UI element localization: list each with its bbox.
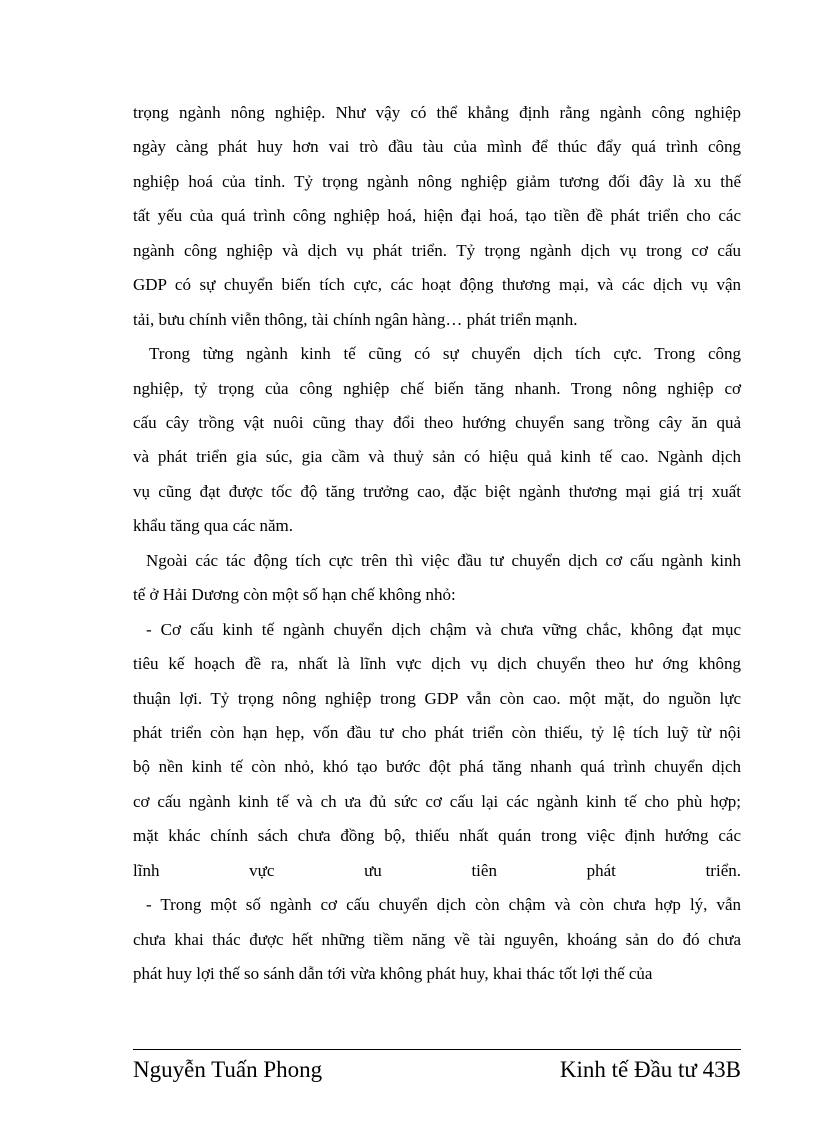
body-line: khẩu tăng qua các năm. <box>133 516 294 535</box>
body-line: ngày càng phát huy hơn vai trò đầu tàu của mình để thúc đẩy quá trình công <box>133 137 741 156</box>
body-line: cơ cấu ngành kinh tế và ch ưa đủ sức cơ cấu lại các ngành kinh tế cho phù hợp; <box>133 792 741 811</box>
bullet-line: - Cơ cấu kinh tế ngành chuyển dịch chậm và chưa vững chắc, không đạt mục <box>146 620 741 639</box>
body-line: mặt khác chính sách chưa đồng bộ, thiếu nhất quán trong việc định hướng các <box>133 826 741 845</box>
body-line: lĩnh vực ưu tiên phát triển. <box>133 861 741 880</box>
body-line: nghiệp, tỷ trọng của công nghiệp chế biến tăng nhanh. Trong nông nghiệp cơ <box>133 379 741 398</box>
body-line: nghiệp hoá của tỉnh. Tỷ trọng ngành nông nghiệp giảm tương đối đây là xu thế <box>133 172 741 191</box>
footer-author: Nguyễn Tuấn Phong <box>133 1057 323 1082</box>
body-line: thuận lợi. Tỷ trọng nông nghiệp trong GDP vẫn còn cao. một mặt, do nguồn lực <box>133 689 741 708</box>
body-line: vụ cũng đạt được tốc độ tăng trưởng cao, đặc biệt ngành thương mại giá trị xuất <box>133 482 741 501</box>
footer-divider <box>133 1049 741 1050</box>
body-line: chưa khai thác được hết những tiềm năng về tài nguyên, khoáng sản do đó chưa <box>133 930 741 949</box>
body-line: bộ nền kinh tế còn nhỏ, khó tạo bước đột phá tăng nhanh quá trình chuyển dịch <box>133 757 741 776</box>
body-line: tế ở Hải Dương còn một số hạn chế không nhỏ: <box>133 585 456 604</box>
body-line: và phát triển gia súc, gia cầm và thuỷ sản có hiệu quả kinh tế cao. Ngành dịch <box>133 447 741 466</box>
body-line: cấu cây trồng vật nuôi cũng thay đổi theo hướng chuyển sang trồng cây ăn quả <box>133 413 741 432</box>
body-line: GDP có sự chuyển biến tích cực, các hoạt động thương mại, và các dịch vụ vận <box>133 275 741 294</box>
body-line: phát huy lợi thế so sánh dẫn tới vừa không phát huy, khai thác tốt lợi thế của <box>133 964 653 983</box>
body-line: phát triển còn hạn hẹp, vốn đầu tư cho phát triển còn thiếu, tỷ lệ tích luỹ từ nội <box>133 723 741 742</box>
body-line: tiêu kế hoạch đề ra, nhất là lĩnh vực dịch vụ dịch chuyển theo hư ớng không <box>133 654 741 673</box>
body-line: ngành công nghiệp và dịch vụ phát triển. Tỷ trọng ngành dịch vụ trong cơ cấu <box>133 241 741 260</box>
bullet-line: - Trong một số ngành cơ cấu chuyển dịch còn chậm và còn chưa hợp lý, vẫn <box>146 895 741 914</box>
paragraph-start-line: Ngoài các tác động tích cực trên thì việc đầu tư chuyển dịch cơ cấu ngành kinh <box>146 551 741 570</box>
body-line: tải, bưu chính viễn thông, tài chính ngân hàng… phát triển mạnh. <box>133 310 578 329</box>
footer-class-name: Kinh tế Đầu tư 43B <box>559 1057 741 1082</box>
paragraph-start-line: Trong từng ngành kinh tế cũng có sự chuyển dịch tích cực. Trong công <box>149 344 741 363</box>
body-line: tất yếu của quá trình công nghiệp hoá, hiện đại hoá, tạo tiền đề phát triển cho các <box>133 206 741 225</box>
body-line: trọng ngành nông nghiệp. Như vậy có thể khẳng định rằng ngành công nghiệp <box>133 103 741 122</box>
